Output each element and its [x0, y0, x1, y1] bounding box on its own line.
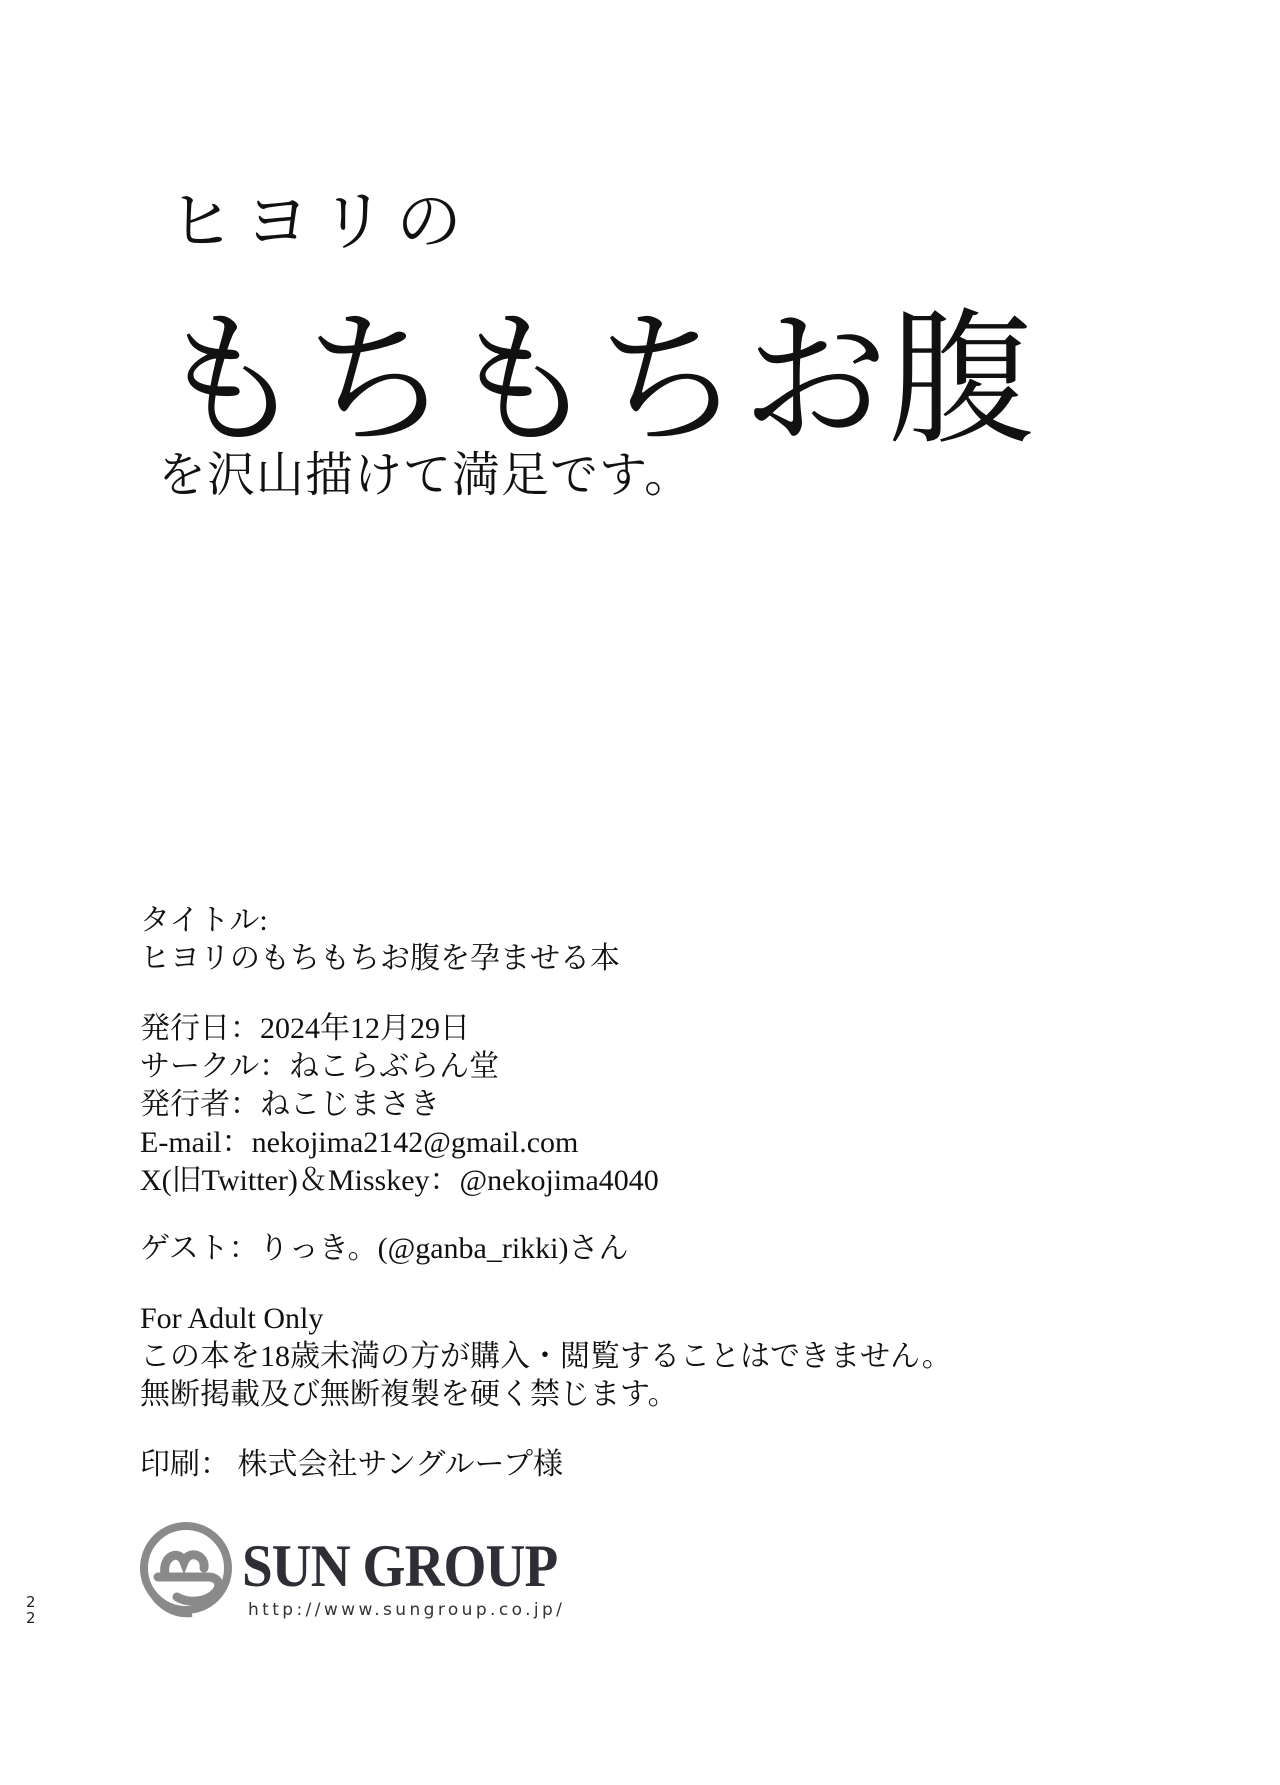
colophon-publish-date: 発行日：2024年12月29日 — [140, 1012, 470, 1045]
colophon-title-label: タイトル: — [140, 904, 268, 937]
colophon-social: X(旧Twitter)＆Misskey：@nekojima4040 — [140, 1164, 659, 1197]
adult-only-line2: 無断掲載及び無断複製を硬く禁じます。 — [140, 1378, 678, 1411]
colophon-publisher: 発行者：ねこじまさき — [140, 1088, 440, 1121]
sun-group-wordmark: SUN GROUP — [242, 1533, 558, 1599]
colophon-block — [140, 902, 952, 1484]
sun-group-logo — [136, 1518, 656, 1638]
title-line-large: もちもちお腹 — [158, 300, 1034, 462]
title-line-small: ヒヨリの — [168, 186, 472, 259]
sun-group-emblem-icon — [136, 1520, 236, 1624]
sun-group-url: http://www.sungroup.co.jp/ — [248, 1600, 566, 1620]
colophon-printer: 印刷： 株式会社サングループ様 — [140, 1448, 563, 1481]
spacer — [140, 1200, 952, 1230]
spacer — [140, 1414, 952, 1446]
colophon-email: E-mail：nekojima2142@gmail.com — [140, 1126, 579, 1159]
adult-only-line1: この本を18歳未満の方が購入・閲覧することはできません。 — [140, 1340, 952, 1373]
page-number: 22 — [26, 1593, 36, 1627]
colophon-guest: ゲスト：りっき。(@ganba_rikki)さん — [140, 1232, 629, 1265]
adult-only-title: For Adult Only — [140, 1302, 324, 1335]
spacer — [140, 1268, 952, 1300]
spacer — [140, 978, 952, 1010]
title-line-sub: を沢山描けて満足です。 — [158, 449, 694, 502]
colophon-book-title: ヒヨリのもちもちお腹を孕ませる本 — [140, 942, 620, 975]
colophon-circle: サークル：ねこらぶらん堂 — [140, 1050, 500, 1083]
